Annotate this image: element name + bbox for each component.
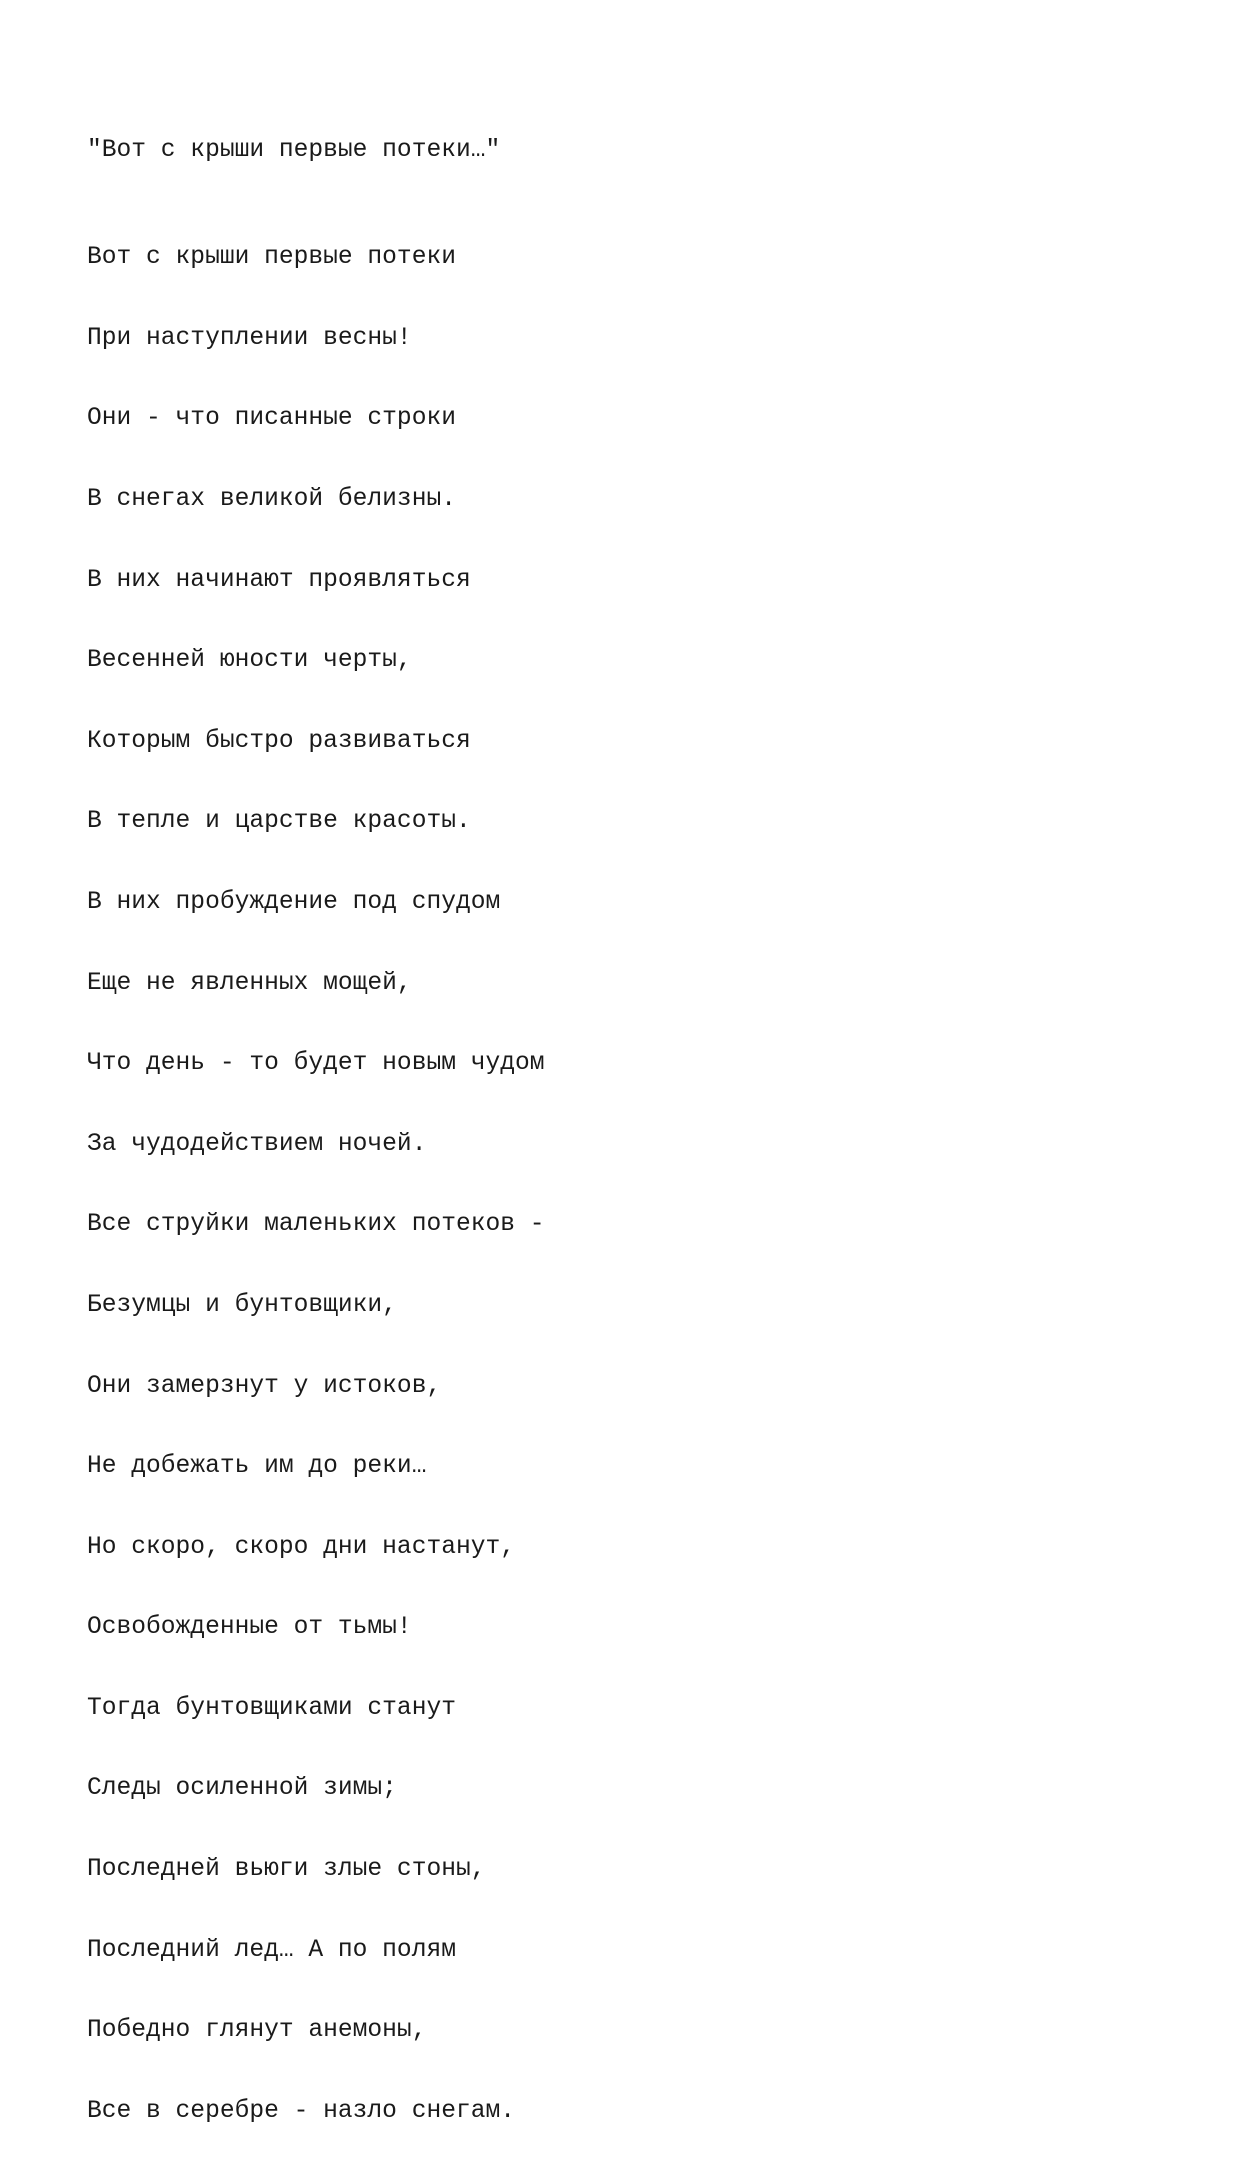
poem-line: Которым быстро развиваться (87, 727, 471, 755)
poem-line: Все в серебре - назло снегам. (87, 2097, 516, 2125)
poem-line: В них пробуждение под спудом (87, 888, 501, 916)
poem-text (87, 84, 545, 2179)
poem-line: Все струйки маленьких потеков - (87, 1211, 545, 1239)
poem-line: Освобожденные от тьмы! (87, 1614, 412, 1642)
poem-title: "Вот с крыши первые потеки…" (87, 137, 501, 164)
poem-line: В тепле и царстве красоты. (87, 808, 471, 836)
poem-line: Следы осиленной зимы; (87, 1775, 397, 1803)
poem-line: Вот с крыши первые потеки (87, 244, 456, 272)
poem-line: В них начинают проявляться (87, 566, 471, 594)
poem-line: Безумцы и бунтовщики, (87, 1291, 397, 1319)
poem-line: Последний лед… А по полям (87, 1936, 456, 1964)
poem-line: Что день - то будет новым чудом (87, 1050, 545, 1078)
poem-line: В снегах великой белизны. (87, 485, 456, 513)
poem-line: Они замерзнут у истоков, (87, 1372, 442, 1400)
poem-line: За чудодействием ночей. (87, 1130, 427, 1158)
poem-line: Весенней юности черты, (87, 647, 412, 675)
poem-line: При наступлении весны! (87, 324, 412, 352)
poem-line: Тогда бунтовщиками станут (87, 1694, 456, 1722)
poem-line: Победно глянут анемоны, (87, 2017, 427, 2045)
poem-line: Еще не явленных мощей, (87, 969, 412, 997)
poem-line: Они - что писанные строки (87, 405, 456, 433)
poem-line: Не добежать им до реки… (87, 1453, 427, 1481)
poem-line: Последней вьюги злые стоны, (87, 1856, 486, 1884)
poem-line: Но скоро, скоро дни настанут, (87, 1533, 516, 1561)
